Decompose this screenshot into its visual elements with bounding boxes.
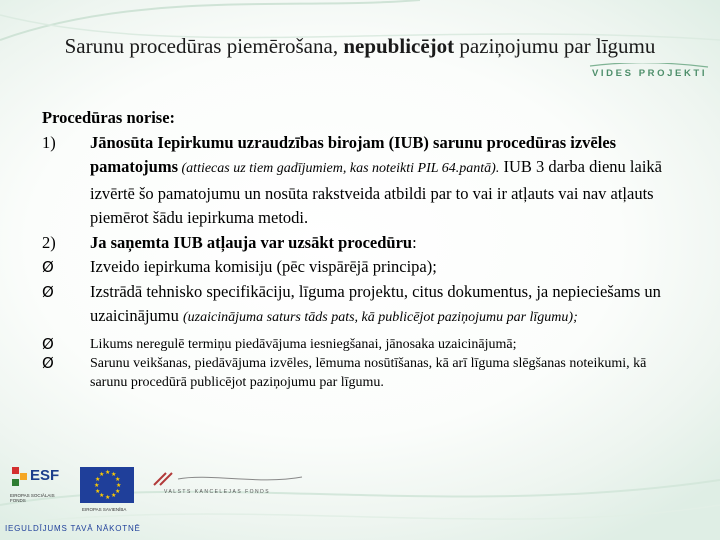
footer-slogan: IEGULDĪJUMS TAVĀ NĀKOTNĒ: [5, 524, 141, 533]
eu-sub: EIROPAS SAVIENĪBA: [82, 507, 127, 512]
bullet2-italic: (uzaicinājuma saturs tāds pats, kā publicējot paziņojumu par līgumu);: [183, 310, 578, 325]
item-number: 1): [42, 132, 56, 152]
esf-label: ESF: [30, 467, 60, 484]
svg-text:★: ★: [111, 471, 117, 478]
arrow-bullet-icon: Ø: [42, 282, 54, 301]
bullet-item: [42, 335, 682, 354]
svg-text:★: ★: [94, 482, 100, 489]
svg-text:★: ★: [115, 476, 121, 483]
vides-projekti-logo: [588, 63, 710, 85]
slide-title: [40, 32, 680, 60]
svg-text:★: ★: [116, 482, 122, 489]
svg-text:★: ★: [99, 471, 105, 478]
bullet3-text: Likums neregulē termiņu piedāvājuma iesniegšanai, jānosaka uzaicinājumā;: [90, 336, 517, 352]
svg-text:★: ★: [111, 492, 117, 499]
logo-text: VIDES PROJEKTI: [592, 68, 708, 79]
item1-rest: IUB 3 darba dienu laikā izvērtē šo pamatojumu un nosūta rakstveida atbildi par to vai ir atļauts vai nav atļauts piemērot šādu iepirkuma metodi.: [90, 157, 662, 227]
svg-text:★: ★: [105, 469, 111, 476]
vkf-sub: VALSTS KANCELEJAS FONDS: [164, 489, 271, 495]
list-item-1: [42, 131, 682, 231]
svg-text:★: ★: [105, 494, 111, 501]
bullet-item: [42, 354, 682, 392]
procedure-heading: Procedūras norise:: [42, 108, 176, 127]
esf-logo: [10, 463, 68, 511]
title-part1: Sarunu procedūras piemērošana,: [64, 34, 344, 58]
item2-colon: :: [412, 232, 417, 252]
slide-body: [42, 106, 682, 392]
arrow-bullet-icon: Ø: [42, 334, 54, 353]
item1-bold: Jānosūta Iepirkumu uzraudzības birojam (IUB) sarunu procedūras izvēles pamatojums: [90, 132, 617, 176]
vkf-logo: [150, 469, 305, 499]
svg-text:★: ★: [95, 488, 101, 495]
bullet1-text: Izveido iepirkuma komisiju (pēc vispārējā principa);: [90, 257, 437, 276]
item-number: 2): [42, 232, 56, 252]
svg-text:★: ★: [115, 488, 121, 495]
arrow-bullet-icon: Ø: [42, 353, 54, 372]
bullet-item: [42, 280, 682, 331]
item1-italic: (attiecas uz tiem gadījumiem, kas noteikti PIL 64.pantā).: [178, 161, 500, 176]
esf-sub: EIROPAS SOCIĀLAIS FONDS: [10, 493, 55, 503]
bullet-item: [42, 255, 682, 280]
title-bold: nepublicējot: [343, 34, 455, 58]
bullet2-main: Izstrādā tehnisko specifikāciju, līguma projektu, citus dokumentus, ja nepieciešams un uzaicinājumu: [90, 281, 661, 325]
title-part2: paziņojumu par līgumu: [454, 34, 656, 58]
eu-flag: [80, 467, 134, 512]
list-item-2: [42, 231, 682, 256]
arrow-bullet-icon: Ø: [42, 258, 54, 276]
footer-logos: [0, 455, 720, 540]
svg-text:★: ★: [95, 476, 101, 483]
item2-bold: Ja saņemta IUB atļauja var uzsākt procedūru: [90, 232, 413, 252]
bullet4-text: Sarunu veikšanas, piedāvājuma izvēles, lēmuma nosūtīšanas, kā arī līguma slēgšanas noteikumi, kā sarunu procedūrā publicējot paziņojumu par līgumu.: [90, 355, 647, 390]
svg-text:★: ★: [99, 492, 105, 499]
